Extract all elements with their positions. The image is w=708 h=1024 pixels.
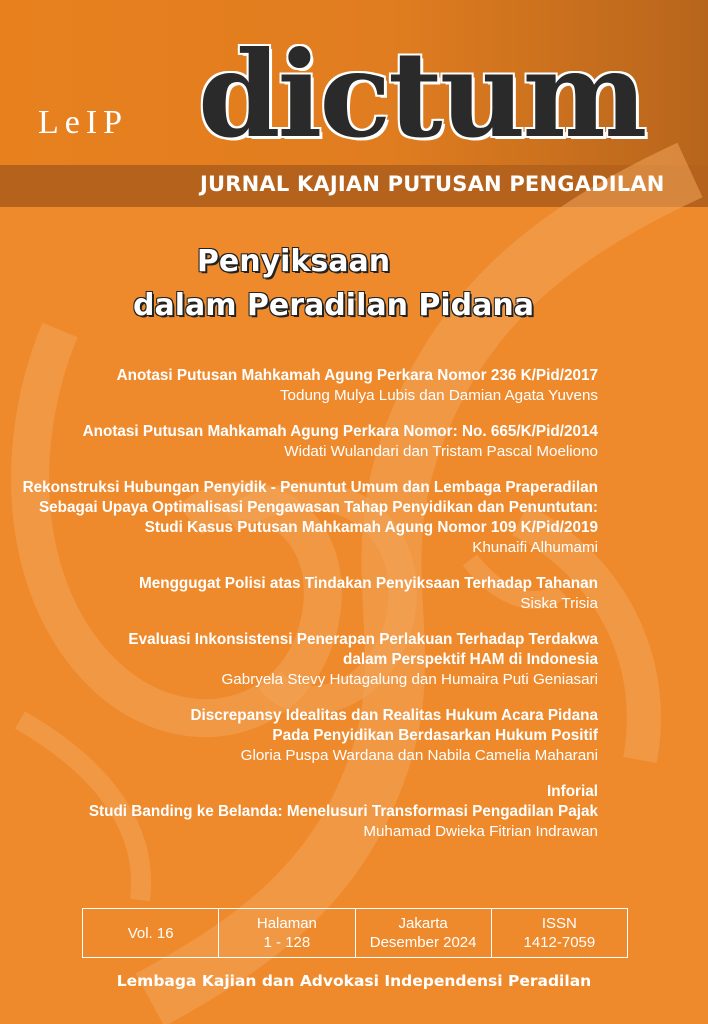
article-entry [18, 422, 598, 462]
article-title-line: Studi Kasus Putusan Mahkamah Agung Nomor 109 K/Pid/2019 [144, 519, 598, 536]
article-entry [18, 630, 598, 690]
article-title [18, 574, 598, 594]
article-entry [18, 366, 598, 406]
article-title [18, 706, 598, 746]
article-title [18, 366, 598, 386]
issn-cell [492, 909, 627, 957]
publisher-footer: Lembaga Kajian dan Advokasi Independensi Peradilan [116, 972, 592, 990]
article-title-line: Discrepansy Idealitas dan Realitas Hukum Acara Pidana [190, 707, 598, 724]
issue-theme-line-2: dalam Peradilan Pidana [132, 288, 534, 323]
article-title-line: Rekonstruksi Hubungan Penyidik - Penuntut Umum dan Lembaga Praperadilan [22, 479, 598, 496]
article-title-line: Anotasi Putusan Mahkamah Agung Perkara Nomor: No. 665/K/Pid/2014 [82, 423, 598, 440]
article-title [18, 422, 598, 442]
inforial-entry [18, 782, 598, 842]
article-title-line: Anotasi Putusan Mahkamah Agung Perkara Nomor 236 K/Pid/2017 [116, 367, 598, 384]
inforial-authors: Muhamad Dwieka Fitrian Indrawan [363, 823, 598, 840]
table-of-contents [18, 366, 598, 858]
pages-cell [219, 909, 355, 957]
article-authors: Gloria Puspa Wardana dan Nabila Camelia Maharani [240, 747, 598, 764]
article-title [18, 478, 598, 538]
article-title-line: Pada Penyidikan Berdasarkan Hukum Positif [272, 727, 598, 744]
inforial-title: Studi Banding ke Belanda: Menelusuri Transformasi Pengadilan Pajak [88, 803, 598, 820]
issue-theme [53, 240, 534, 328]
issn-value: 1412-7059 [523, 934, 596, 951]
article-authors: Siska Trisia [520, 595, 598, 612]
pages-value: 1 - 128 [263, 934, 311, 951]
issue-theme-line-1: Penyiksaan [196, 244, 391, 279]
inforial-label: Inforial [547, 783, 598, 800]
date-cell [356, 909, 492, 957]
journal-title: dictum [198, 25, 645, 164]
article-entry [18, 574, 598, 614]
article-title-line: Sebagai Upaya Optimalisasi Pengawasan Tahap Penyidikan dan Penuntutan: [38, 499, 598, 516]
article-title-line: Menggugat Polisi atas Tindakan Penyiksaan Terhadap Tahanan [138, 575, 598, 592]
city-value: Jakarta [398, 915, 448, 932]
issn-label: ISSN [541, 915, 577, 932]
article-entry [18, 706, 598, 766]
article-title-line: Evaluasi Inkonsistensi Penerapan Perlakuan Terhadap Terdakwa [128, 631, 598, 648]
date-value: Desember 2024 [369, 934, 477, 951]
journal-subtitle: JURNAL KAJIAN PUTUSAN PENGADILAN [200, 172, 665, 196]
article-title-line: dalam Perspektif HAM di Indonesia [342, 651, 598, 668]
article-authors: Khunaifi Alhumami [472, 539, 598, 556]
volume-value: Vol. 16 [127, 924, 174, 942]
publisher-logo-text: LeIP [38, 104, 129, 141]
article-entry [18, 478, 598, 558]
article-authors: Gabryela Stevy Hutagalung dan Humaira Puti Geniasari [221, 671, 598, 688]
article-authors: Widati Wulandari dan Tristam Pascal Moeliono [284, 443, 598, 460]
issue-info-box [82, 908, 628, 958]
article-authors: Todung Mulya Lubis dan Damian Agata Yuvens [279, 387, 598, 404]
pages-label: Halaman [256, 915, 317, 932]
article-title [18, 630, 598, 670]
volume-cell [83, 909, 219, 957]
